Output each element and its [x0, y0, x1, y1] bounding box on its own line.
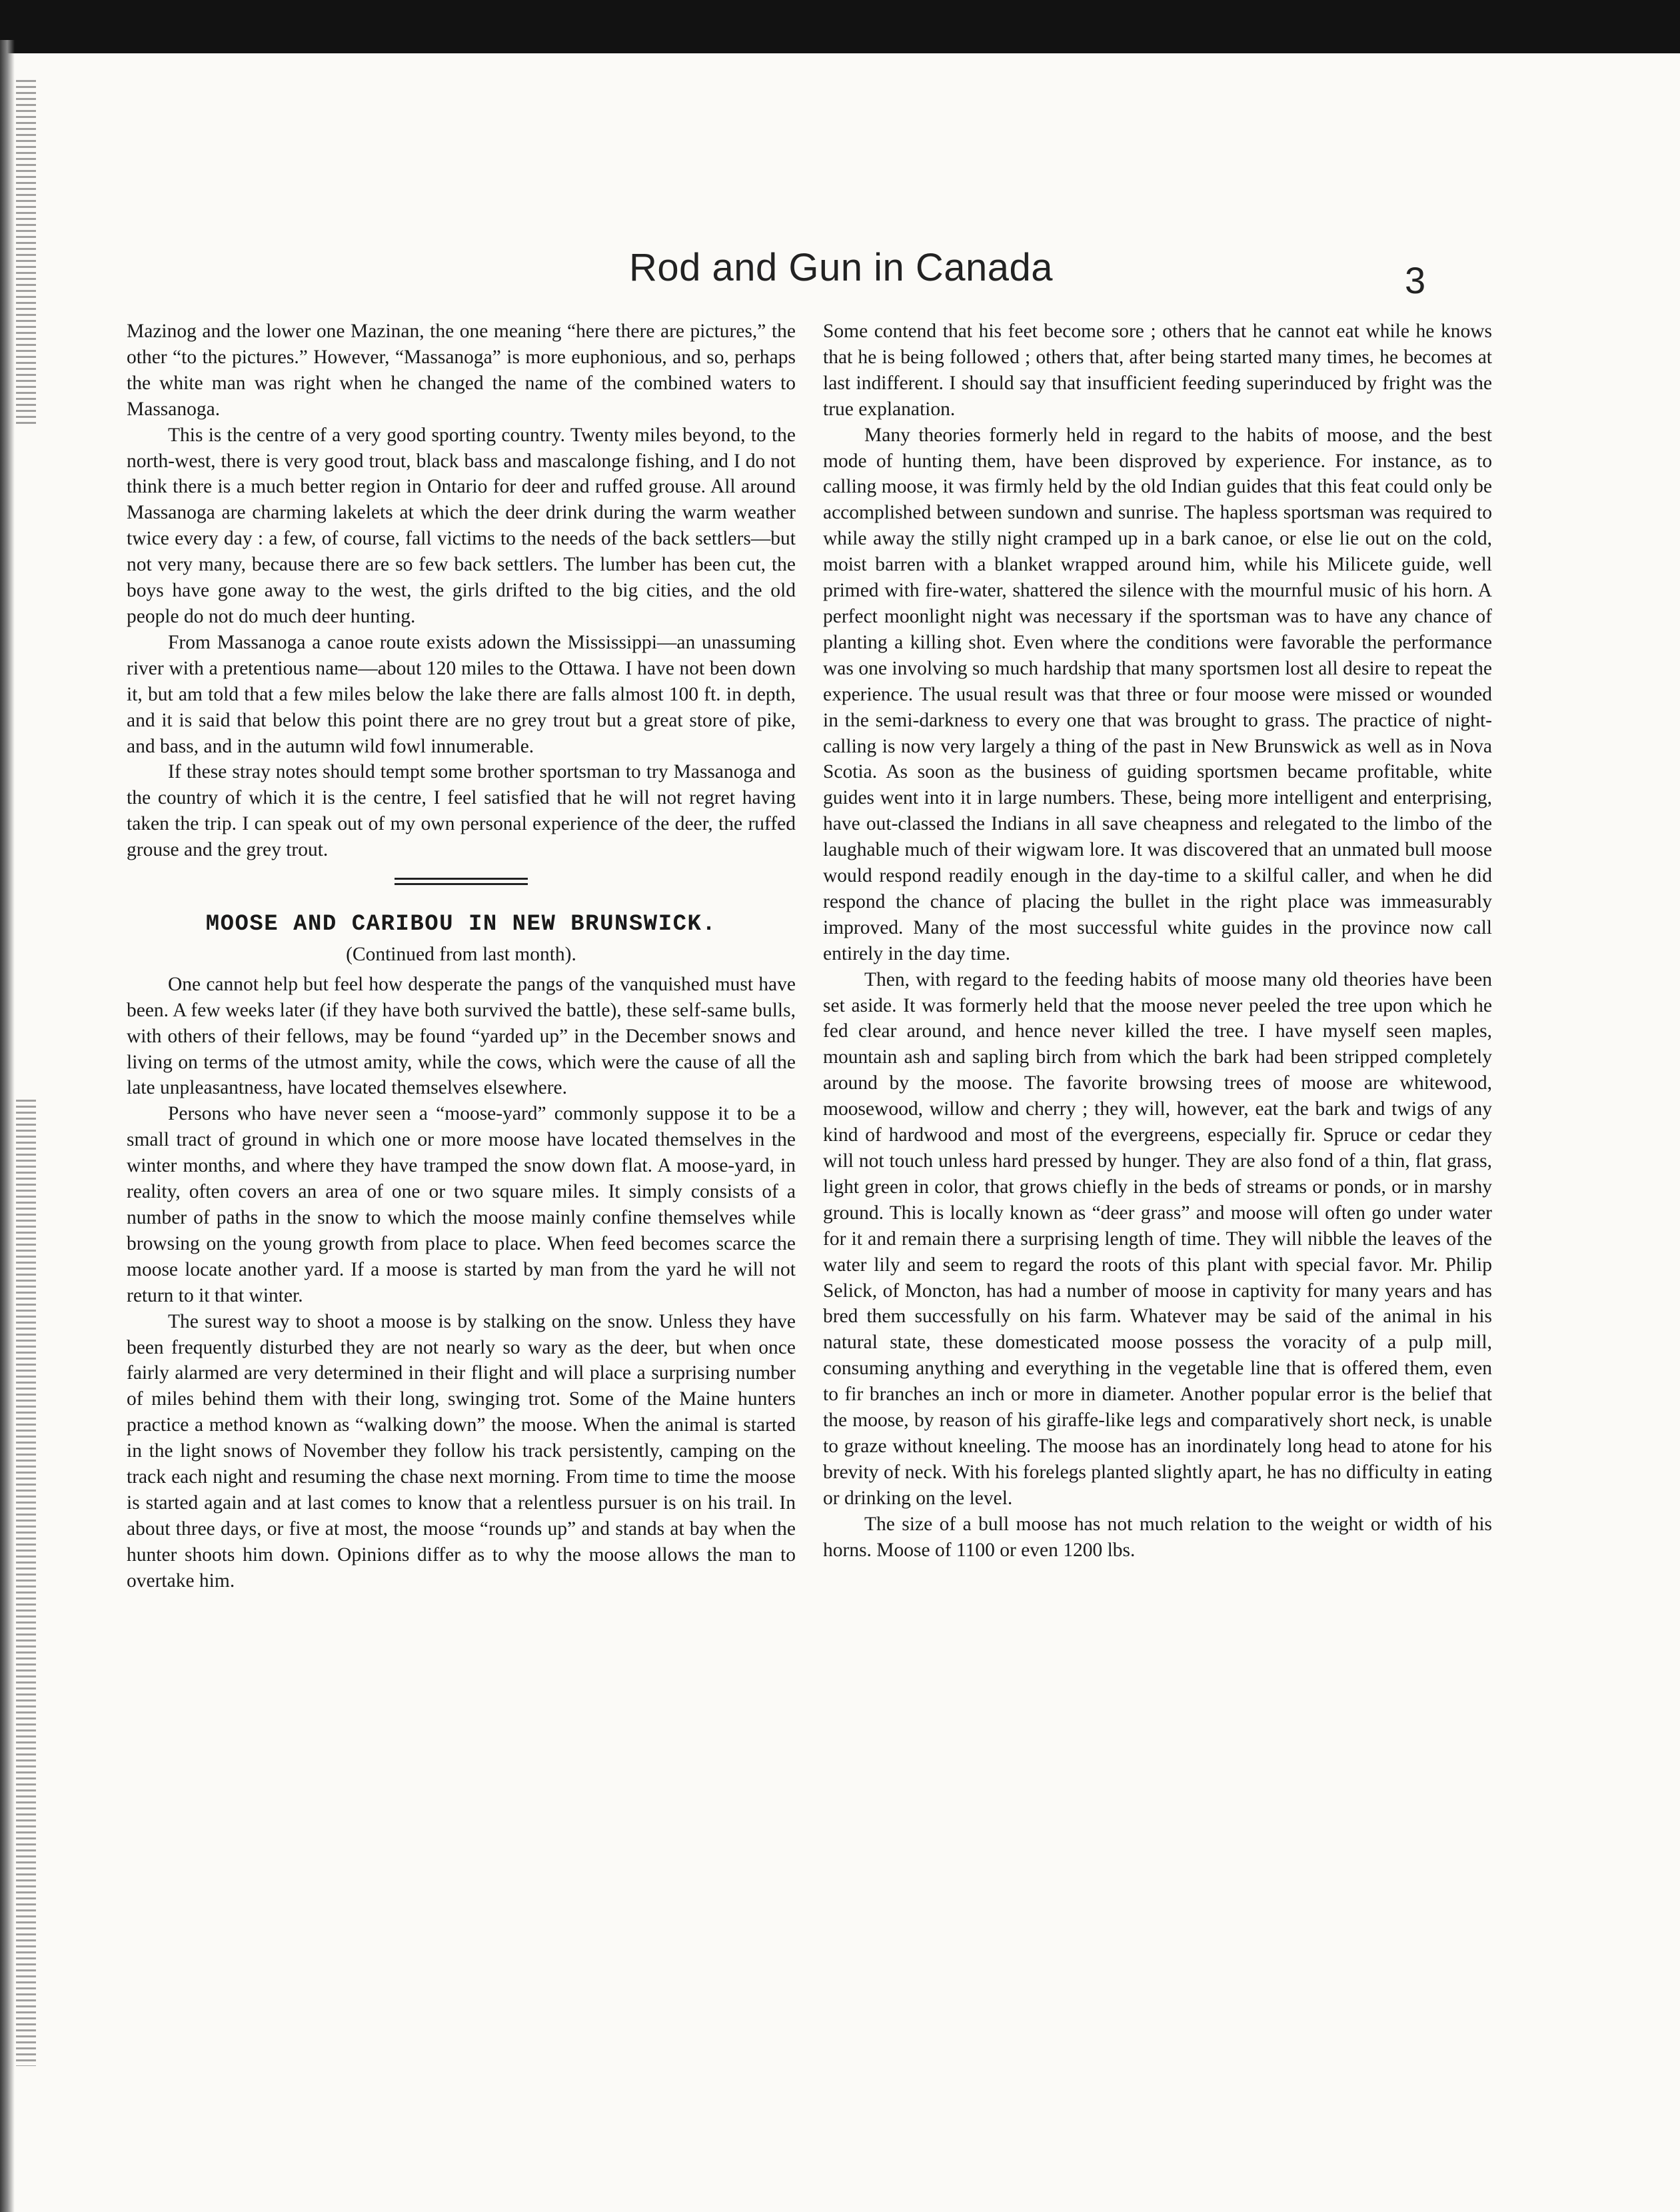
paragraph: Then, with regard to the feeding habits of moose many old theories have been set aside. It was formerly held that the moose never peeled the tree upon which he fed clear around, and hence never killed the tree. I have myself seen maples, mountain ash and sapling birch from which the bark had been stripped completely around by the moose. The favorite browsing trees of moose are whitewood, moosewood, willow and cherry ; they will, however, eat the bark and twigs of any kind of hardwood and most of the evergreens, especially fir. Spruce or cedar they will not touch unless hard pressed by hunger. They are also fond of a thin, flat grass, light green in color, that grows chiefly in the beds of streams or ponds, or in marshy ground. This is locally known as “deer grass” and moose will often go under water for it and remain there a surprising length of time. They will nibble the leaves of the water lily and seem to regard the roots of this plant with special favor. Mr. Philip Selick, of Moncton, has had a number of moose in captivity for many years and has bred them successfully on his farm. Whatever may be said of the animal in his natural state, these domesticated moose possess the voracity of a pulp mill, consuming anything and everything in the vegetable line that is offered them, even to fir branches an inch or more in diameter. Another popular error is the belief that the moose, by reason of his giraffe-like legs and comparatively short neck, is unable to graze without kneeling. The moose has an inordinately long head to atone for his brevity of neck. With his forelegs planted slightly apart, he has no difficulty in eating or drinking on the level. [823, 968, 1492, 1509]
scan-speckle [16, 80, 36, 427]
paragraph: This is the centre of a very good sporting country. Twenty miles beyond, to the north-west, there is very good trout, black bass and mascalonge fishing, and I do not think there is a much better region in Ontario for deer and ruffed grouse. All around Massanoga are charming lakelets at which the deer drink during the warm weather twice every day : a few, of course, fall victims to the needs of the back settlers—but not very many, because there are so few back settlers. The lumber has been cut, the boys have gone away to the west, the girls drifted to the big cities, and the old people do not do much deer hunting. [127, 424, 796, 627]
section-title: MOOSE AND CARIBOU IN NEW BRUNSWICK. [205, 912, 717, 938]
scan-left-edge [0, 40, 15, 2212]
scan-top-border [0, 0, 1680, 53]
paragraph: If these stray notes should tempt some brother sportsman to try Massanoga and the country of which it is the centre, I feel satisfied that he will not regret having taken the trip. I can speak out of my own personal experience of the deer, the ruffed grouse and the grey trout. [127, 761, 796, 861]
section-divider [395, 878, 528, 885]
paragraph: The surest way to shoot a moose is by stalking on the snow. Unless they have been frequently disturbed they are not nearly so wary as the deer, but when once fairly alarmed are very determined in their flight and will place a surprising number of miles behind them with their long, swinging trot. Some of the Maine hunters practice a method known as “walking down” the moose. When the animal is started in the light snows of November they follow his track persistently, camping on the track each night and resuming the chase next morning. From time to time the moose is started again and at last comes to know that a relentless pursuer is on his trail. In about three days, or five at most, the moose “rounds up” and stands at bay when the hunter shoots him down. Opinions differ as to why the moose allows the man to overtake him. [127, 1310, 796, 1592]
paragraph: Mazinog and the lower one Mazinan, the one meaning “here there are pictures,” the other “to the pictures.” However, “Massanoga” is more euphonious, and so, perhaps the white man was right when he changed the name of the combined waters to Massanoga. [127, 321, 796, 420]
page-number: 3 [1405, 259, 1426, 301]
running-header: Rod and Gun in Canada [628, 246, 1054, 289]
paragraph: From Massanoga a canoe route exists adown the Mississippi—an unassuming river with a pretentious name—about 120 miles to the Ottawa. I have not been down it, but am told that a few miles below the lake there are falls almost 100 ft. in depth, and it is said that below this point there are no grey trout but a great store of pike, and bass, and in the autumn wild fowl innumerable. [127, 631, 796, 757]
left-column [127, 319, 796, 1594]
paragraph: One cannot help but feel how desperate the pangs of the vanquished must have been. A few weeks later (if they have both survived the battle), these self-same bulls, with others of their fellows, may be found “yarded up” in the December snows and living on terms of the utmost amity, while the cows, which were the cause of all the late unpleasantness, have located themselves elsewhere. [127, 973, 796, 1099]
paragraph: Many theories formerly held in regard to the habits of moose, and the best mode of hunting them, have been disproved by experience. For instance, as to calling moose, it was firmly held by the old Indian guides that this feat could only be accomplished between sundown and sunrise. The hapless sportsman was required to while away the stilly night cramped up in a bark canoe, or else lie out on the cold, moist barren with a blanket wrapped around him, while his Milicete guide, well primed with fire-water, shattered the silence with the mournful music of his horn. A perfect moonlight night was necessary if the sportsman was to have any chance of planting a killing shot. Even where the conditions were favorable the performance was one involving so much hardship that many sportsmen lost all desire to repeat the experience. The usual result was that three or four moose were missed or wounded in the semi-darkness to every one that was brought to grass. The practice of night-calling is now very largely a thing of the past in New Brunswick as well as in Nova Scotia. As soon as the business of guiding sportsmen became profitable, white guides went into it in large numbers. These, being more intelligent and enterprising, have out-classed the Indians in all save cheapness and relegated to the limbo of the laughable much of their wigwam lore. It was discovered that an unmated bull moose would respond readily enough in the day-time to a skilful caller, and when he did respond the chance of placing the bullet in the right place was immeasurably improved. Many of the most successful white guides in the province now call entirely in the day time. [823, 424, 1492, 964]
scan-speckle [16, 1100, 36, 2066]
paragraph: Some contend that his feet become sore ; others that he cannot eat while he knows that he is being followed ; others that, after being started many times, he becomes at last indifferent. I should say that insufficient feeding superinduced by fright was the true explanation. [823, 321, 1492, 420]
right-column [823, 319, 1492, 1564]
paragraph: Persons who have never seen a “moose-yard” commonly suppose it to be a small tract of ground in which one or more moose have located themselves in the winter months, and where they have tramped the snow down flat. A moose-yard, in reality, often covers an area of one or two square miles. It simply consists of a number of paths in the snow to which the moose mainly confine themselves while browsing on the young growth from place to place. When feed becomes scarce the moose locate another yard. If a moose is started by man from the yard he will not return to it that winter. [127, 1103, 796, 1306]
paragraph: The size of a bull moose has not much relation to the weight or width of his horns. Moose of 1100 or even 1200 lbs. [823, 1513, 1492, 1561]
section-subtitle: (Continued from last month). [346, 943, 576, 965]
